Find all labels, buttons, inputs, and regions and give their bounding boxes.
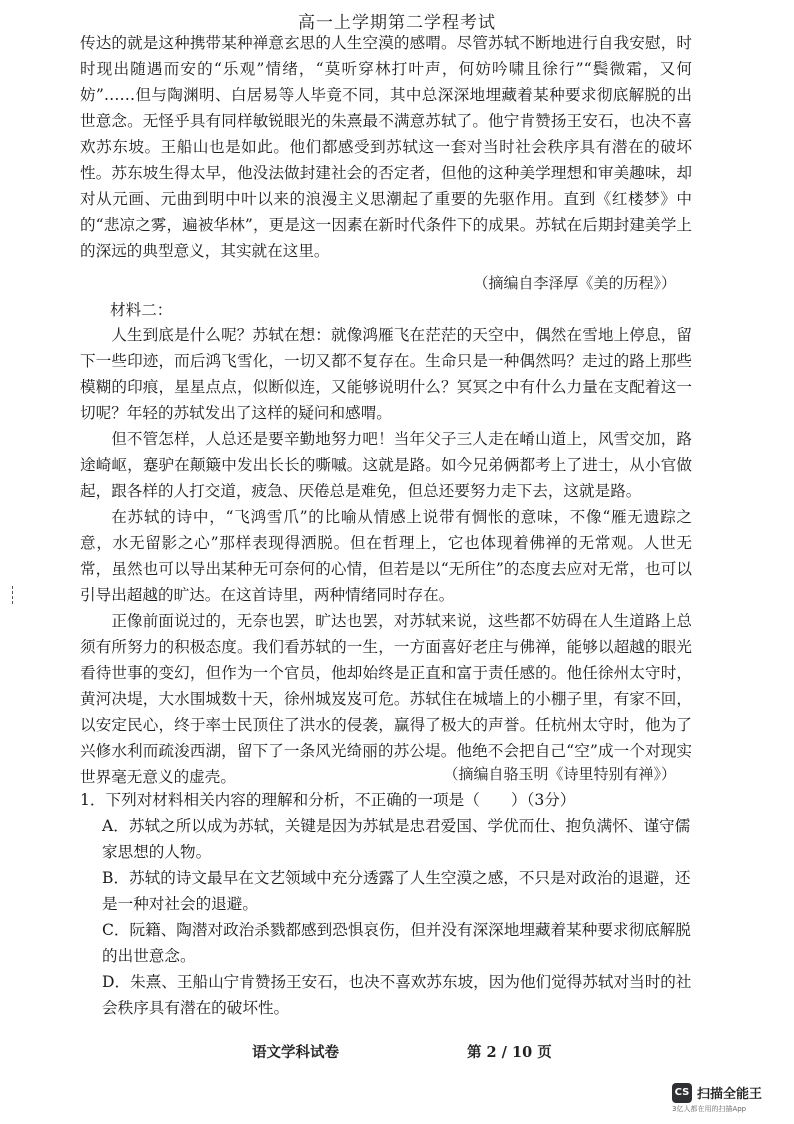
- material-2-label: 材料二：: [110, 301, 173, 319]
- passage-intro-paragraph: 传达的就是这种携带某种禅意玄思的人生空漠的感喟。尽管苏轼不断地进行自我安慰，时时现出随遇而安的“乐观”情绪，“莫听穿林打叶声，何妨吟啸且徐行”“鬓微霜，又何妨”……但与陶渊明、白居易等人毕竟不同，其中总深深地埋藏着某种要求彻底解脱的出世意念。无怪乎具有同样敏锐眼光的朱熹最不满意苏轼了。他宁肯赞扬王安石，也决不喜欢苏东坡。王船山也是如此。他们都感受到苏轼这一套对当时社会秩序具有潜在的破坏性。苏东坡生得太早，他没法做封建社会的否定者，但他的这种美学理想和审美趣味，却对从元画、元曲到明中叶以来的浪漫主义思潮起了重要的先驱作用。直到《红楼梦》中的“悲凉之雾，遍被华林”，更是这一因素在新时代条件下的成果。苏轼在后期封建美学上的深远的典型意义，其实就在这里。: [80, 34, 692, 260]
- option-b: B．苏轼的诗文最早在文艺领域中充分透露了人生空漠之感，不只是对政治的退避，还是一种对社会的退避。: [102, 869, 691, 913]
- paragraph: 但不管怎样，人总还是要辛勤地努力吧！当年父子三人走在崤山道上，风雪交加，路途崎岖，蹇驴在颠簸中发出长长的嘶嘁。这就是路。如今兄弟俩都考上了进士，从小官做起，跟各样的人打交道，疲急、厌倦总是难免，但总还要努力走下去，这就是路。: [80, 430, 692, 500]
- paragraph: 正像前面说过的，无奈也罢，旷达也罢，对苏轼来说，这些都不妨碍在人生道路上总须有所努力的积极态度。我们看苏轼的一生，一方面喜好老庄与佛禅，能够以超越的眼光看待世事的变幻，但作为一个官员，他却始终是正直和富于责任感的。他任徐州太守时，黄河决堤，大水围城数十天，徐州城岌岌可危。苏轼住在城墙上的小棚子里，有家不回，以安定民心，终于率士民顶住了洪水的侵袭，赢得了极大的声誉。任杭州太守时，他为了兴修水利而疏浚西湖，留下了一条风光绮丽的苏公堤。他绝不会把自己“空”成一个对现实世界毫无意义的虚壳。: [80, 612, 692, 786]
- paragraph: 人生到底是什么呢？苏轼在想：就像鸿雁飞在茫茫的天空中，偶然在雪地上停息，留下一些印迹，而后鸿飞雪化，一切又都不复存在。生命只是一种偶然吗？走过的路上那些模糊的印痕，星星点点，似断似连，又能够说明什么？冥冥之中有什么力量在支配着这一切呢？年轻的苏轼发出了这样的疑问和感喟。: [80, 326, 692, 422]
- scanner-logo-icon: CS: [672, 1083, 692, 1103]
- question-stem: 1．下列对材料相关内容的理解和分析，不正确的一项是（ ）（3分）: [80, 791, 576, 809]
- option-c: C．阮籍、陶潜对政治杀戮都感到恐惧哀伤，但并没有深深地埋藏着某种要求彻底解脱的出世意念。: [102, 921, 691, 965]
- passage-material-2: [80, 322, 692, 790]
- binding-mark: [12, 586, 16, 604]
- source-citation-2: （摘编自骆玉明《诗里特别有禅》）: [443, 765, 676, 783]
- option-d: D．朱熹、王船山宁肯赞扬王安石，也决不喜欢苏东坡，因为他们觉得苏轼对当时的社会秩序具有潜在的破坏性。: [102, 973, 692, 1017]
- scanner-watermark: [672, 1081, 782, 1115]
- source-citation-1: （摘编自李泽厚《美的历程》）: [473, 274, 676, 292]
- scanner-tagline: 3亿人都在用的扫描App: [672, 1105, 747, 1113]
- page-title: 高一上学期第二学程考试: [298, 13, 496, 33]
- question-1: [80, 787, 692, 1021]
- passage-intro: [80, 30, 692, 264]
- option-a: A．苏轼之所以成为苏轼，关键是因为苏轼是忠君爱国、学优而仕、抱负满怀、谨守儒家思想的人物。: [102, 817, 691, 861]
- footer-subject: 语文学科试卷: [252, 1044, 339, 1061]
- paragraph: 在苏轼的诗中，“飞鸿雪爪”的比喻从情感上说带有惆怅的意味，不像“雁无遗踪之意，水无留影之心”那样表现得洒脱。但在哲理上，它也体现着佛禅的无常观。人世无常，虽然也可以导出某种无可奈何的心情，但若是以“无所住”的态度去应对无常，也可以引导出超越的旷达。在这首诗里，两种情绪同时存在。: [80, 508, 692, 604]
- scanner-app-name: 扫描全能王: [697, 1087, 763, 1102]
- footer-page-number: 第 2 / 10 页: [467, 1044, 552, 1061]
